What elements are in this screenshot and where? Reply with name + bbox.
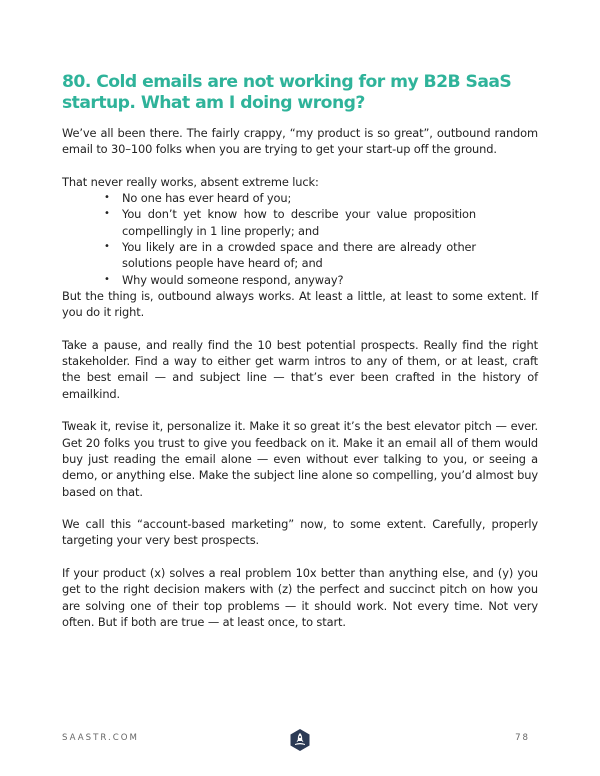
paragraph: We’ve all been there. The fairly crappy, “my product is so great”, outbound random email to 30–100 folks when you are trying to get your start-up off the ground. [62, 126, 538, 157]
list-item: • You don’t yet know how to describe your value proposition compellingly in 1 line properly; and [122, 206, 476, 239]
paragraph: We call this “account-based marketing” now, to some extent. Carefully, properly targeting your very best prospects. [62, 517, 538, 548]
rocket-hexagon-icon [290, 729, 310, 751]
bullet-list [62, 190, 476, 288]
footer-site-link: SAASTR.COM [62, 733, 139, 743]
paragraph: But the thing is, outbound always works. At least a little, at least to some extent. If you do it right. [62, 288, 538, 320]
list-item: • You likely are in a crowded space and there are already other solutions people have heard of; and [122, 239, 476, 272]
paragraph: If your product (x) solves a real problem 10x better than anything else, and (y) you get to the right decision makers with (z) the perfect and succinct pitch on how you are solving one of their top problems — it should work. Not every time. Not very often. But if both are true — at least once, to start. [62, 566, 538, 629]
paragraph: Tweak it, revise it, personalize it. Make it so great it’s the best elevator pitch — ever. Get 20 folks you trust to give you feedback on it. Make it an email all of them would buy just reading the email alone — even without ever talking to you, or seeing a demo, or anything else. Make the subject line alone so compelling, you’d almost buy based on that. [62, 419, 538, 499]
page-number: 78 [515, 733, 530, 743]
paragraph: That never really works, absent extreme luck: [62, 174, 319, 189]
list-item: • Why would someone respond, anyway? [122, 272, 476, 288]
list-item: • No one has ever heard of you; [122, 190, 476, 206]
article-body [62, 125, 538, 647]
page-title: 80. Cold emails are not working for my B2B SaaS startup. What am I doing wrong? [62, 72, 512, 113]
paragraph: Take a pause, and really find the 10 best potential prospects. Really find the right stakeholder. Find a way to either get warm intros to any of them, or at least, craft the best email — and subject line — that’s ever been crafted in the history of emailkind. [62, 337, 538, 401]
